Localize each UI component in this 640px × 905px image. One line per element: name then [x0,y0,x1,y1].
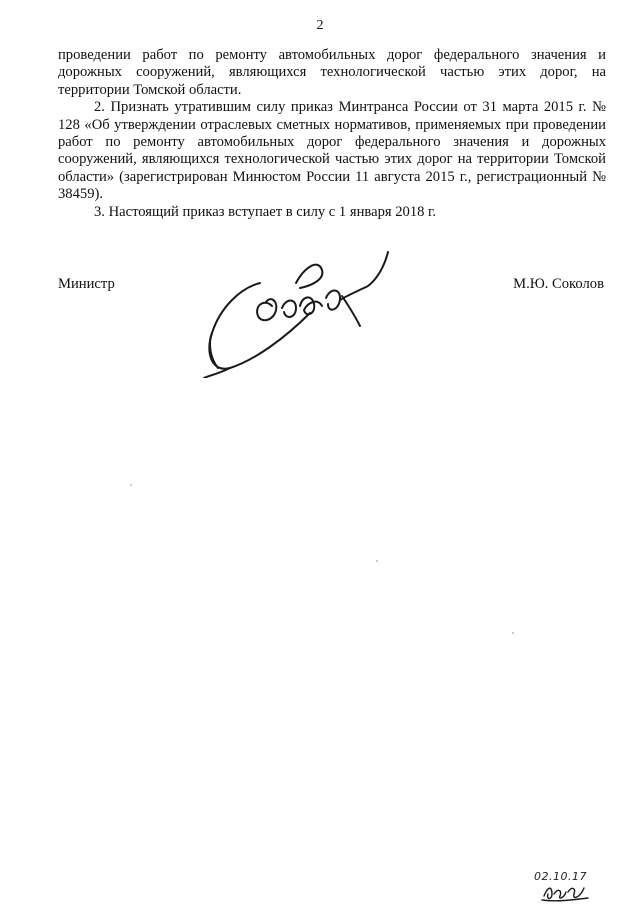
stamp-date: 02.10.17 [534,870,587,883]
paragraph-2: 2. Признать утратившим силу приказ Минтранса России от 31 марта 2015 г. № 128 «Об утверждении отраслевых сметных нормативов, применяемых при проведении работ по ремонту автомобильных дорог федерального значения и дорожных сооружений, являющихся технологической частью этих дорог на территории Томской области» (зарегистрирован Минюстом России 11 августа 2015 г., регистрационный № 38459). [58,99,606,203]
handwritten-signature-icon [200,228,400,378]
scan-speck [376,560,378,562]
page-number: 2 [316,18,324,33]
signer-title: Министр [58,276,115,292]
scan-speck [512,632,514,634]
scan-speck [130,484,132,486]
paragraph-3: 3. Настоящий приказ вступает в силу с 1 января 2018 г. [94,203,437,220]
document-body [58,47,606,221]
signer-name: М.Ю. Соколов [513,276,604,292]
paragraph-1: проведении работ по ремонту автомобильных дорог федерального значения и дорожных сооружений, являющихся технологической частью этих дорог, на территории Томской области. [58,47,606,98]
handwritten-initials-icon [540,880,590,902]
